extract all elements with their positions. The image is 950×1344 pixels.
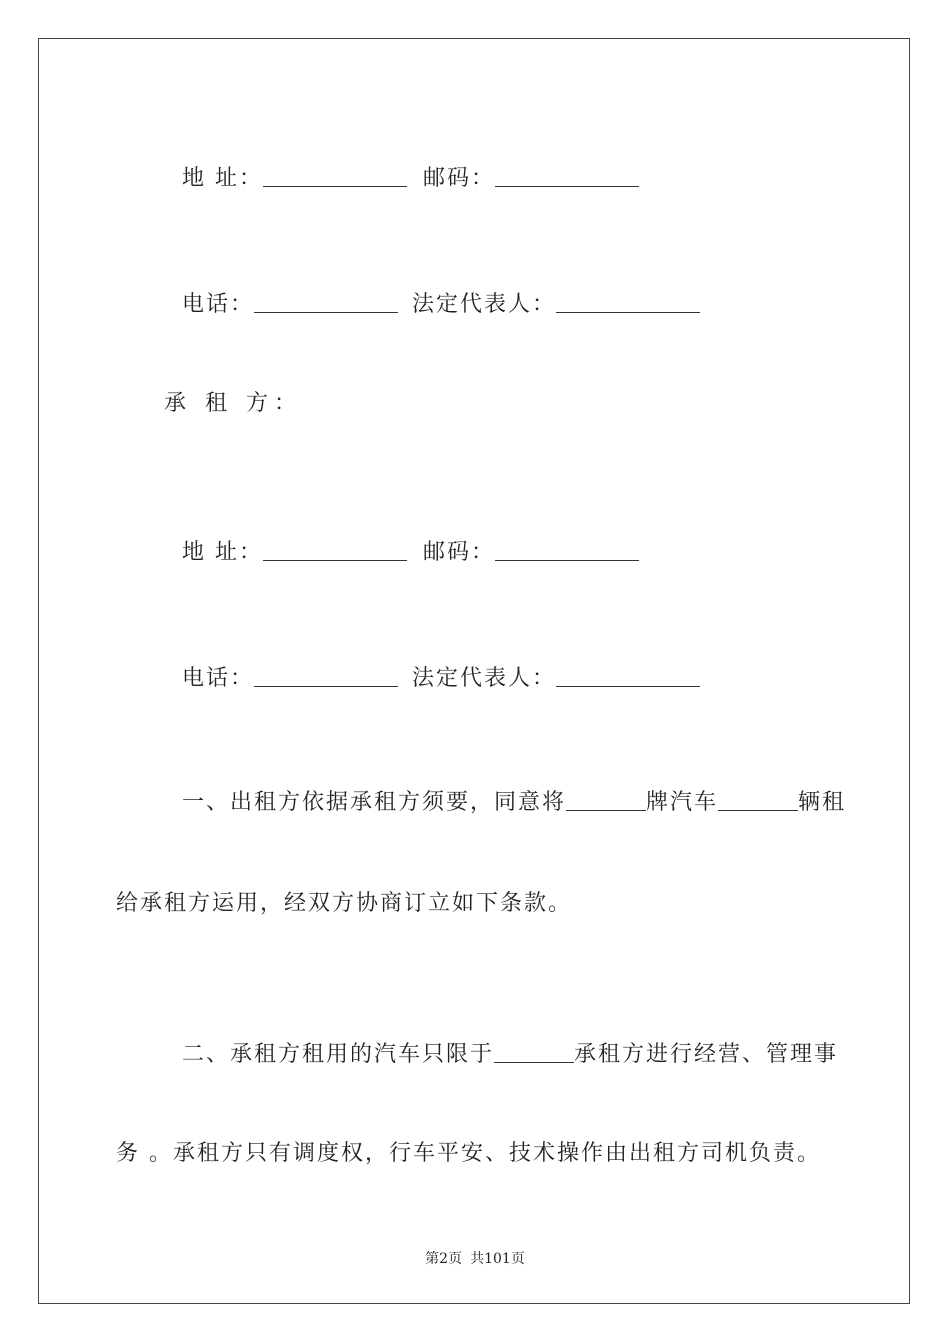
address-blank — [263, 164, 407, 187]
zip-blank — [495, 538, 639, 561]
clause1-line1 — [164, 760, 846, 816]
clause1-line2: 给承租方运用，经双方协商订立如下条款。 — [116, 891, 573, 916]
zip-blank — [495, 164, 639, 187]
clause2-line1 — [164, 1012, 838, 1068]
clause1-text-a: 一、出租方依据承租方须要，同意将 — [182, 790, 567, 815]
phone-blank — [254, 290, 398, 313]
lessee-title: 承 租 方： — [164, 391, 302, 416]
lessee-address-line — [164, 510, 639, 566]
scope-blank — [494, 1040, 574, 1063]
page-footer — [0, 1248, 950, 1268]
phone-blank — [254, 664, 398, 687]
phone-label: 电话： — [182, 292, 255, 317]
lessor-phone-line — [164, 262, 700, 318]
address-blank — [263, 538, 407, 561]
lessor-address-line — [164, 136, 639, 192]
rep-label: 法定代表人： — [412, 292, 557, 317]
clause2-text-a: 二、承租方租用的汽车只限于 — [182, 1042, 495, 1067]
count-blank — [718, 788, 798, 811]
address-label: 地 址： — [182, 540, 263, 565]
lessee-phone-line — [164, 636, 700, 692]
clause2-text-b: 承租方进行经营、管理事 — [574, 1042, 839, 1067]
page-total: 共101页 — [470, 1251, 525, 1267]
plate-blank — [566, 788, 646, 811]
page-number: 第2页 — [425, 1251, 463, 1267]
address-label: 地 址： — [182, 166, 263, 191]
zip-label: 邮码： — [423, 540, 496, 565]
clause1-text-b: 牌汽车 — [646, 790, 719, 815]
rep-label: 法定代表人： — [412, 666, 557, 691]
clause1-text-c: 辆租 — [798, 790, 847, 815]
rep-blank — [556, 664, 700, 687]
zip-label: 邮码： — [423, 166, 496, 191]
clause2-line2: 务 。承租方只有调度权，行车平安、技术操作由出租方司机负责。 — [116, 1141, 821, 1166]
rep-blank — [556, 290, 700, 313]
phone-label: 电话： — [182, 666, 255, 691]
